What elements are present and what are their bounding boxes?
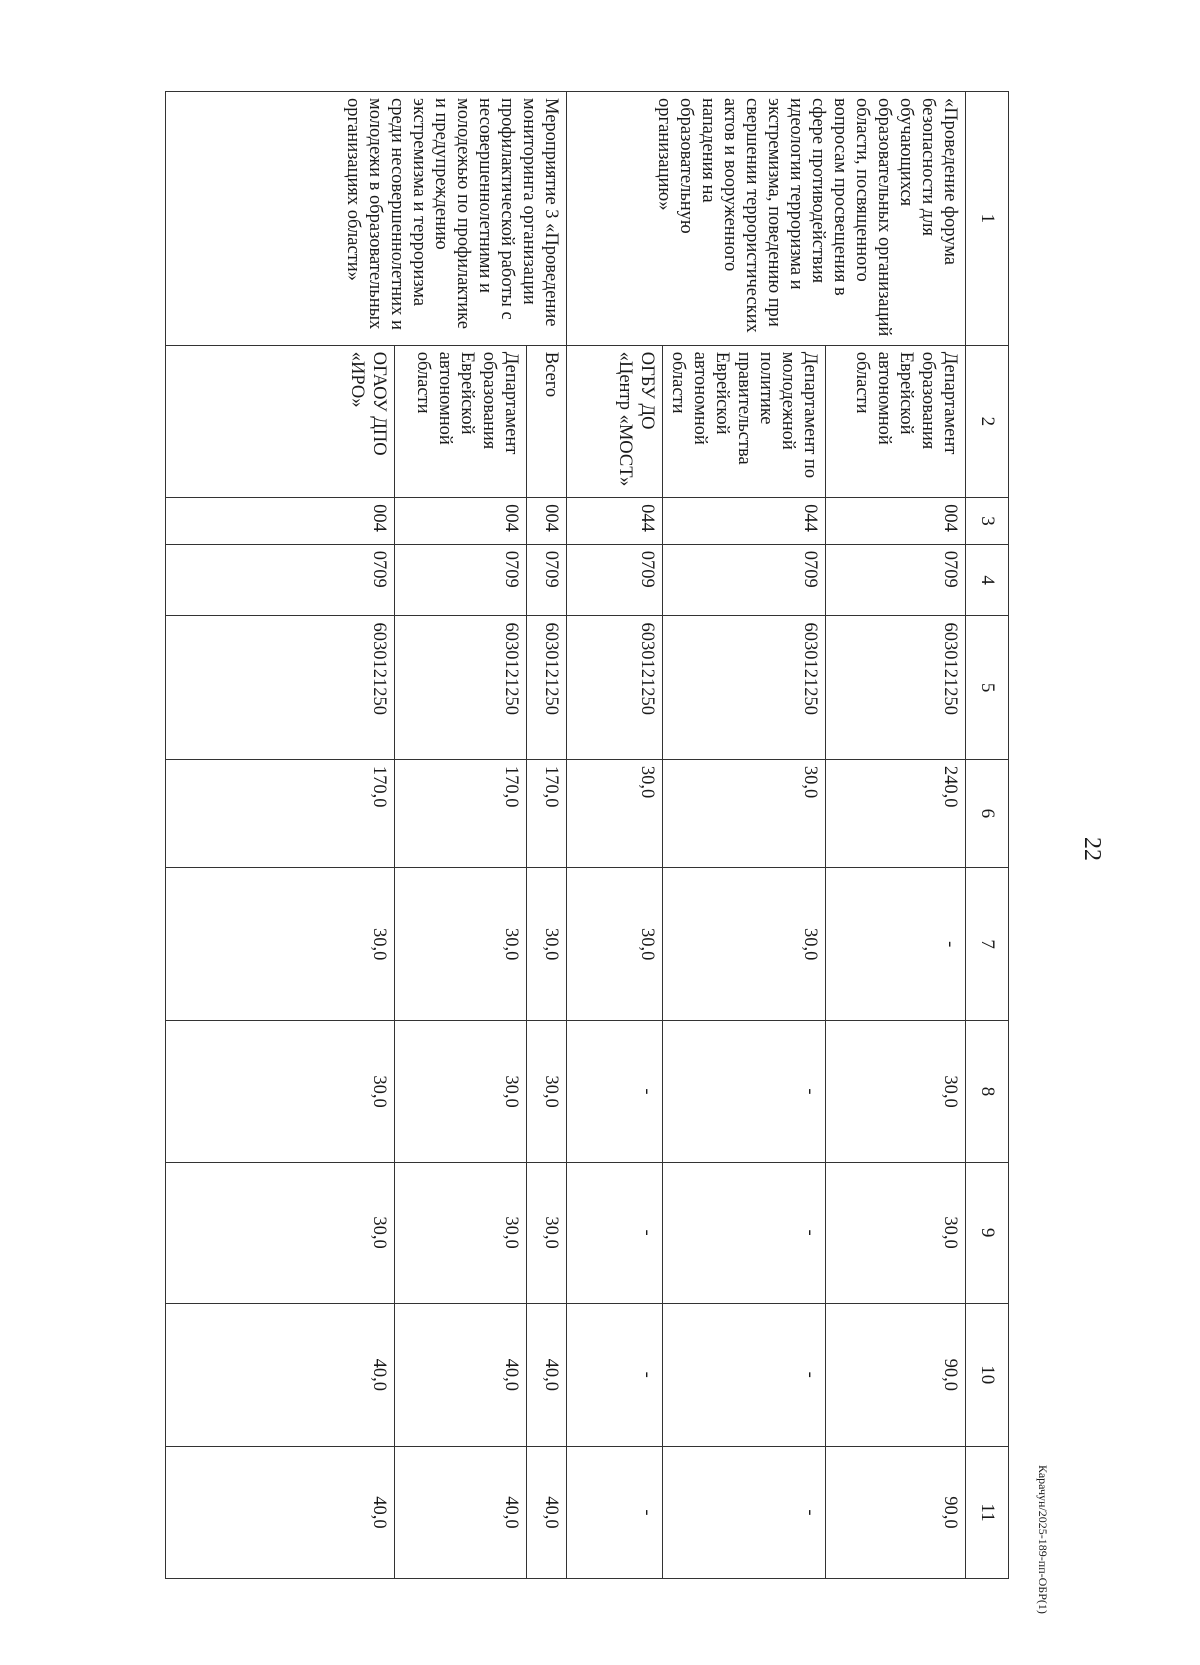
department-cell: Всего [527, 345, 567, 497]
year-value-cell: 30,0 [166, 1021, 395, 1162]
total-cell: 170,0 [395, 759, 527, 867]
year-value-cell: - [567, 1162, 663, 1303]
year-value-cell: 30,0 [567, 867, 663, 1021]
year-value-cell: 30,0 [395, 1162, 527, 1303]
year-value-cell: 30,0 [663, 867, 826, 1021]
year-value-cell: 40,0 [166, 1446, 395, 1578]
target-article-cell: 6030121250 [527, 616, 567, 759]
year-value-cell: - [567, 1446, 663, 1578]
year-value-cell: - [567, 1021, 663, 1162]
section-cell: 0709 [527, 544, 567, 616]
year-value-cell: 30,0 [527, 1162, 567, 1303]
year-value-cell: 30,0 [826, 1162, 966, 1303]
total-cell: 30,0 [663, 759, 826, 867]
header-row [966, 92, 1009, 1579]
year-value-cell: 40,0 [527, 1446, 567, 1578]
department-cell: ОГБУ ДО «Центр «МОСТ» [567, 345, 663, 497]
header-cell-3: 3 [966, 498, 1009, 545]
document-code: Карачун/2025-189-пп-ОБР(1) [1036, 1465, 1050, 1614]
header-cell-10: 10 [966, 1303, 1009, 1446]
section-cell: 0709 [826, 544, 966, 616]
department-cell: ОГАОУ ДПО «ИРО» [166, 345, 395, 497]
header-cell-8: 8 [966, 1021, 1009, 1162]
year-value-cell: 30,0 [166, 867, 395, 1021]
header-cell-7: 7 [966, 867, 1009, 1021]
header-cell-9: 9 [966, 1162, 1009, 1303]
code-cell: 004 [166, 498, 395, 545]
year-value-cell: - [663, 1303, 826, 1446]
code-cell: 044 [663, 498, 826, 545]
header-cell-6: 6 [966, 759, 1009, 867]
header-cell-11: 11 [966, 1446, 1009, 1578]
code-cell: 044 [567, 498, 663, 545]
code-cell: 004 [826, 498, 966, 545]
year-value-cell: - [663, 1162, 826, 1303]
section-cell: 0709 [395, 544, 527, 616]
year-value-cell: 40,0 [527, 1303, 567, 1446]
page-number: 22 [1079, 837, 1105, 861]
total-cell: 30,0 [567, 759, 663, 867]
header-cell-5: 5 [966, 616, 1009, 759]
header-cell-1: 1 [966, 92, 1009, 346]
section-cell: 0709 [166, 544, 395, 616]
section-cell: 0709 [567, 544, 663, 616]
year-value-cell: 30,0 [395, 1021, 527, 1162]
department-cell: Департамент образования Еврейской автономной области [395, 345, 527, 497]
year-value-cell: 30,0 [395, 867, 527, 1021]
target-article-cell: 6030121250 [826, 616, 966, 759]
event-name-cell: «Проведение форума безопасности для обучающихся образовательных организаций области, посвященного вопросам просвещения в сфере противодействия идеологии терроризма и экстремизма, поведению при свершении террористических актов и вооруженного нападения на образовательную организацию» [567, 92, 966, 346]
code-cell: 004 [395, 498, 527, 545]
target-article-cell: 6030121250 [395, 616, 527, 759]
table-row [826, 92, 966, 1579]
year-value-cell: 90,0 [826, 1446, 966, 1578]
year-value-cell: 40,0 [395, 1446, 527, 1578]
department-cell: Департамент по молодежной политике правительства Еврейской автономной области [663, 345, 826, 497]
year-value-cell: - [826, 867, 966, 1021]
budget-table [165, 91, 1009, 1579]
year-value-cell: - [663, 1021, 826, 1162]
event-name-cell: Мероприятие 3 «Проведение мониторинга организации профилактической работы с несовершеннолетними и молодежью по профилактике и предупреждению экстремизма и терроризма среди несовершеннолетних и молодежи в образовательных организациях области» [166, 92, 567, 346]
total-cell: 170,0 [527, 759, 567, 867]
year-value-cell: 30,0 [527, 1021, 567, 1162]
year-value-cell: 40,0 [166, 1303, 395, 1446]
target-article-cell: 6030121250 [567, 616, 663, 759]
target-article-cell: 6030121250 [166, 616, 395, 759]
table-row [527, 92, 567, 1579]
year-value-cell: 30,0 [166, 1162, 395, 1303]
target-article-cell: 6030121250 [663, 616, 826, 759]
year-value-cell: 30,0 [826, 1021, 966, 1162]
total-cell: 170,0 [166, 759, 395, 867]
header-cell-4: 4 [966, 544, 1009, 616]
department-cell: Департамент образования Еврейской автономной области [826, 345, 966, 497]
year-value-cell: - [663, 1446, 826, 1578]
total-cell: 240,0 [826, 759, 966, 867]
code-cell: 004 [527, 498, 567, 545]
year-value-cell: 40,0 [395, 1303, 527, 1446]
year-value-cell: 30,0 [527, 867, 567, 1021]
section-cell: 0709 [663, 544, 826, 616]
year-value-cell: 90,0 [826, 1303, 966, 1446]
header-cell-2: 2 [966, 345, 1009, 497]
year-value-cell: - [567, 1303, 663, 1446]
